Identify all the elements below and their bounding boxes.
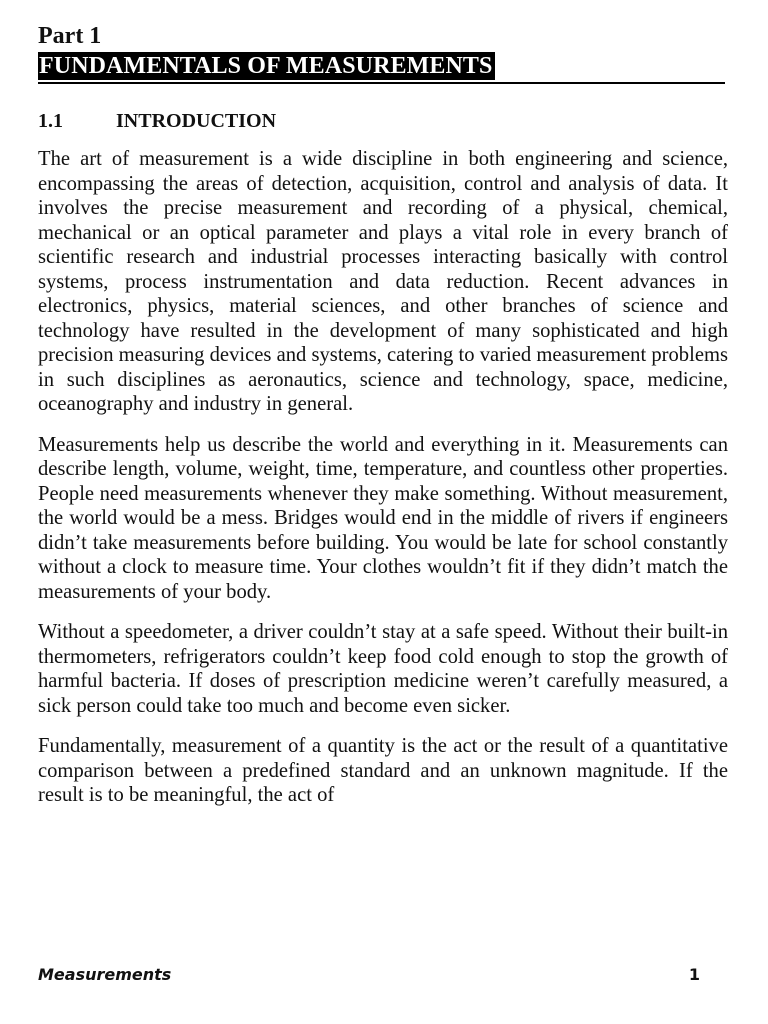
page-number: 1 [688, 965, 700, 984]
paragraph-1: The art of measurement is a wide discipline in both engineering and science, encompassing the areas of detection, acquisition, control and analysis of data. It involves the precise measurement and recording of a physical, chemical, mechanical or an optical parameter and plays a vital role in every branch of scientific research and industrial processes interacting basically with control systems, process instrumentation and data reduction. Recent advances in electronics, physics, material sciences, and other branches of science and technology have resulted in the development of many sophisticated and high precision measuring devices and systems, catering to varied measurement problems in such disciplines as aeronautics, science and technology, space, medicine, oceanography and industry in general. [38, 148, 728, 415]
section-number: 1.1 [38, 110, 63, 132]
footer-title: Measurements [38, 965, 172, 984]
title-rule [38, 82, 725, 84]
paragraph-2: Measurements help us describe the world and everything in it. Measurements can describe length, volume, weight, time, temperature, and countless other properties. People need measurements whenever they make something. Without measurement, the world would be a mess. Bridges would end in the middle of rivers if engineers didn’t take measurements before building. You would be late for school constantly without a clock to measure time. Your clothes wouldn’t fit if they didn’t match the measurements of your body. [38, 433, 728, 603]
part-label: Part 1 [38, 23, 102, 49]
paragraph-4: Fundamentally, measurement of a quantity is the act or the result of a quantitative comparison between a predefined standard and an unknown magnitude. If the result is to be meaningful, the act of [38, 735, 728, 806]
page-footer [38, 964, 700, 986]
document-page [38, 22, 728, 808]
section-heading [38, 109, 728, 133]
part-title: FUNDAMENTALS OF MEASUREMENTS [39, 53, 493, 79]
paragraph-3: Without a speedometer, a driver couldn’t stay at a safe speed. Without their built-in thermometers, refrigerators couldn’t keep food cold enough to stop the growth of harmful bacteria. If doses of prescription medicine weren’t carefully measured, a sick person could take too much and become even sicker. [38, 621, 728, 717]
section-title: INTRODUCTION [116, 110, 277, 132]
